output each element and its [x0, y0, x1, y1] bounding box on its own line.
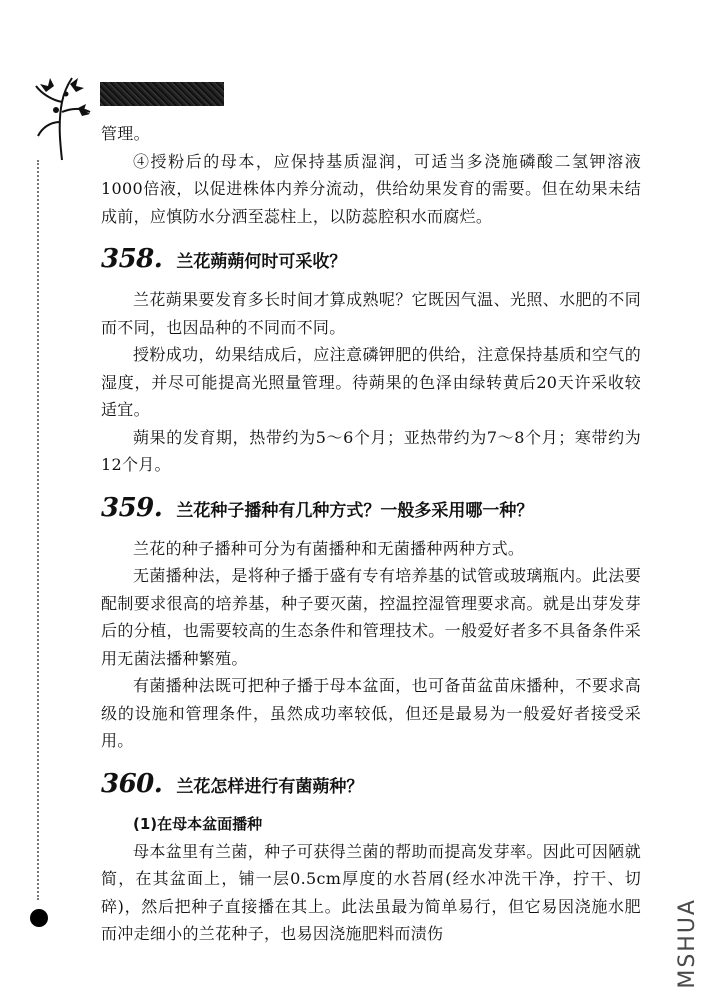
- paragraph: 无菌播种法，是将种子播于盛有专有培养基的试管或玻璃瓶内。此法要配制要求很高的培养基，种子要灭菌，控温控湿管理要求高。就是出芽发芽后的分植，也需要较高的生态条件和管理技术。一般爱好者多不具备条件采用无菌法播种繁殖。: [101, 566, 641, 668]
- header-banner: [100, 82, 224, 106]
- paragraph-continued: 管理。: [101, 124, 150, 143]
- question-title: 兰花种子播种有几种方式？一般多采用哪一种？: [176, 500, 534, 521]
- question-title: 兰花蒴蒴何时可采收？: [176, 252, 347, 272]
- watermark-text: MSHUA: [675, 898, 700, 989]
- question-number: 360.: [101, 768, 163, 799]
- sub-heading: (1)在母本盆面播种: [133, 814, 263, 833]
- question-heading-360: [101, 769, 641, 799]
- margin-dotted-rule: [37, 160, 39, 900]
- paragraph: 蒴果的发育期，热带约为5～6个月；亚热带约为7～8个月；寒带约为12个月。: [101, 427, 641, 474]
- question-heading-359: [101, 493, 641, 523]
- paragraph: 兰花的种子播种可分为有菌播种和无菌播种两种方式。: [133, 538, 525, 558]
- question-heading-358: [101, 244, 641, 274]
- page-body: [101, 120, 641, 948]
- paragraph: 有菌播种法既可把种子播于母本盆面，也可备苗盆苗床播种，不要求高级的设施和管理条件，虽然成功率较低，但还是最易为一般爱好者接受采用。: [101, 676, 641, 750]
- paragraph: 母本盆里有兰菌，种子可获得兰菌的帮助而提高发芽率。因此可因陋就简，在其盆面上，铺一层0.5cm厚度的水苔屑(经水冲洗干净，拧干、切碎)，然后把种子直接播在其上。此法虽最为简单易行，但它易因浇施水肥而冲走细小的兰花种子，也易因浇施肥料而渍伤: [101, 841, 641, 943]
- paragraph: 兰花蒴果要发育多长时间才算成熟呢？它既因气温、光照、水肥的不同而不同，也因品种的不同而不同。: [101, 290, 641, 337]
- orchid-icon: [32, 72, 92, 162]
- question-title: 兰花怎样进行有菌蒴种？: [176, 776, 364, 797]
- margin-bullet-dot: [30, 909, 48, 927]
- paragraph: ④授粉后的母本，应保持基质湿润，可适当多浇施磷酸二氢钾溶液1000倍液，以促进株体内养分流动，供给幼果发育的需要。但在幼果未结成前，应慎防水分洒至蕊柱上，以防蕊腔积水而腐烂。: [101, 151, 641, 226]
- question-number: 358.: [101, 244, 163, 274]
- question-number: 359.: [101, 492, 163, 523]
- paragraph: 授粉成功，幼果结成后，应注意磷钾肥的供给，注意保持基质和空气的湿度，并尽可能提高光照量管理。待蒴果的色泽由绿转黄后20天许采收较适宜。: [101, 345, 641, 419]
